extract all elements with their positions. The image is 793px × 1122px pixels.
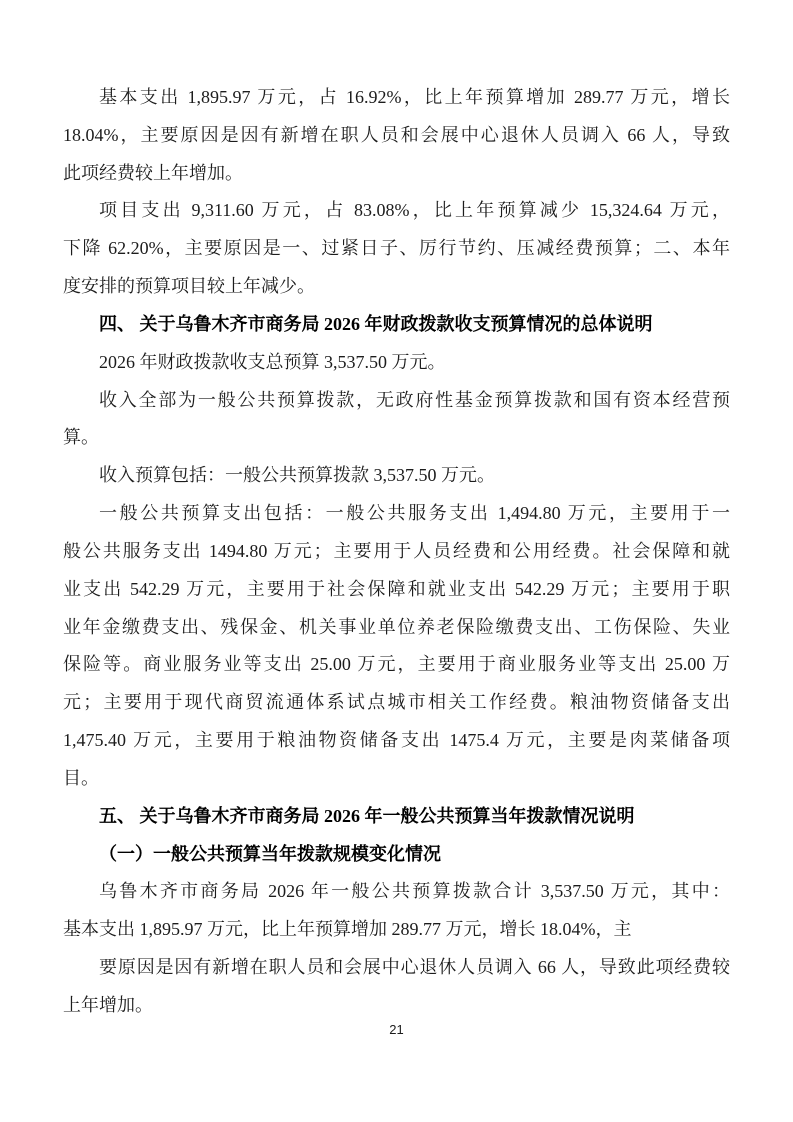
paragraph [63, 949, 730, 1025]
document-body [63, 79, 730, 1025]
text-line: 度安排的预算项目较上年减少。 [63, 276, 315, 297]
text-line: 2026 年财政拨款收支总预算 3,537.50 万元。 [99, 351, 446, 372]
text-line: 基本支出 1,895.97 万元，占 16.92%，比上年预算增加 289.77 万元，增长 [99, 87, 730, 107]
text-line: 算。 [63, 427, 99, 448]
paragraph [63, 382, 730, 458]
paragraph [63, 457, 730, 495]
text-line: 五、 关于乌鲁木齐市商务局 2026 年一般公共预算当年拨款情况说明 [99, 805, 635, 826]
text-line: 1,475.40 万元，主要用于粮油物资储备支出 1475.4 万元，主要是肉菜储备项 [63, 730, 730, 751]
text-line: 此项经费较上年增加。 [63, 162, 243, 183]
text-line: 18.04%，主要原因是因有新增在职人员和会展中心退休人员调入 66 人，导致 [63, 124, 730, 145]
paragraph [63, 873, 730, 949]
section-heading [63, 836, 730, 874]
text-line: 业年金缴费支出、残保金、机关事业单位养老保险缴费支出、工伤保险、失业 [63, 616, 730, 637]
text-line: 般公共服务支出 1494.80 万元；主要用于人员经费和公用经费。社会保障和就 [63, 540, 730, 561]
text-line: 项目支出 9,311.60 万元，占 83.08%，比上年预算减少 15,324.64 万元， [99, 200, 730, 221]
text-line: 元；主要用于现代商贸流通体系试点城市相关工作经费。粮油物资储备支出 [63, 692, 730, 713]
text-line: 四、 关于乌鲁木齐市商务局 2026 年财政拨款收支预算情况的总体说明 [99, 313, 653, 334]
text-line: 业支出 542.29 万元，主要用于社会保障和就业支出 542.29 万元；主要用于职 [63, 578, 730, 599]
text-line: 要原因是因有新增在职人员和会展中心退休人员调入 66 人，导致此项经费较 [99, 957, 730, 978]
paragraph [63, 344, 730, 382]
text-line: 收入全部为一般公共预算拨款，无政府性基金预算拨款和国有资本经营预 [99, 389, 730, 410]
text-line: 保险等。商业服务业等支出 25.00 万元，主要用于商业服务业等支出 25.00 万 [63, 654, 730, 675]
paragraph [63, 495, 730, 798]
page-footer [0, 1021, 793, 1039]
paragraph [63, 192, 730, 305]
text-line: 下降 62.20%，主要原因是一、过紧日子、厉行节约、压减经费预算；二、本年 [63, 238, 730, 259]
section-heading [63, 798, 730, 836]
text-line: 收入预算包括：一般公共预算拨款 3,537.50 万元。 [99, 465, 495, 486]
text-line: 乌鲁木齐市商务局 2026 年一般公共预算拨款合计 3,537.50 万元，其中： [99, 881, 730, 902]
paragraph [63, 79, 730, 192]
text-line: 目。 [63, 767, 99, 788]
text-line: 基本支出 1,895.97 万元，比上年预算增加 289.77 万元，增长 18.04%，主 [63, 919, 632, 940]
section-heading [63, 306, 730, 344]
text-line: 一般公共预算支出包括：一般公共服务支出 1,494.80 万元，主要用于一 [99, 503, 730, 524]
text-line: （一）一般公共预算当年拨款规模变化情况 [99, 843, 441, 864]
page-number: 21 [389, 1022, 404, 1037]
text-line: 上年增加。 [63, 994, 153, 1015]
